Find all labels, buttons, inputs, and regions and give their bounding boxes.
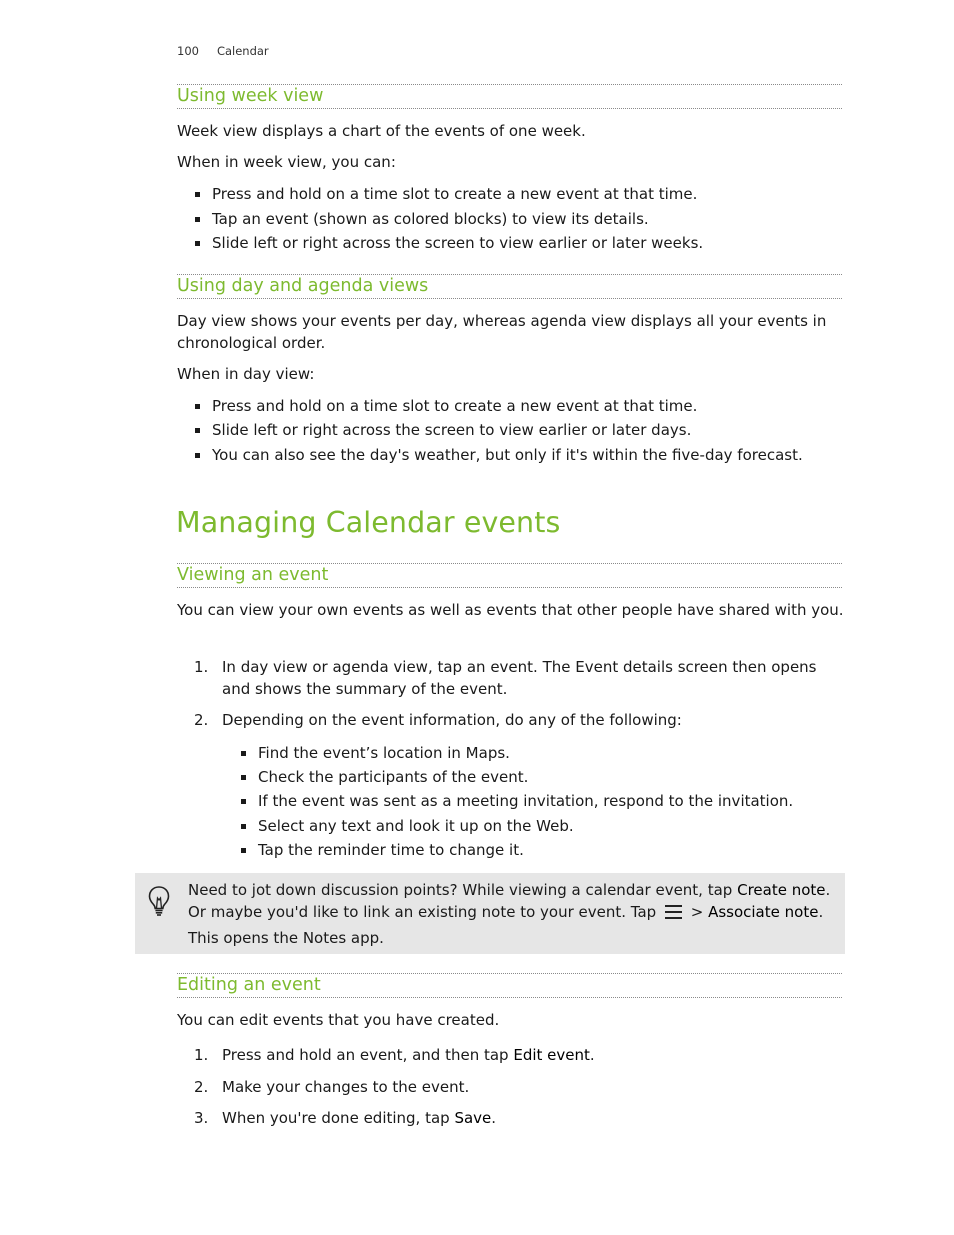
page-number: 100 bbox=[177, 44, 199, 58]
save-label: Save bbox=[454, 1109, 492, 1127]
numbered-step: 2. Make your changes to the event. bbox=[194, 1078, 470, 1096]
editing-intro: You can edit events that you have created. bbox=[177, 1011, 500, 1029]
week-view-intro: Week view displays a chart of the events of one week. bbox=[177, 122, 586, 140]
page-header bbox=[177, 44, 269, 58]
create-note-label: Create note bbox=[737, 881, 826, 899]
day-view-intro: Day view shows your events per day, whereas agenda view displays all your events in chronological order. bbox=[177, 312, 827, 352]
list-item: Press and hold on a time slot to create a new event at that time. bbox=[212, 183, 842, 205]
tip-box bbox=[135, 873, 845, 954]
list-item: If the event was sent as a meeting invitation, respond to the invitation. bbox=[258, 790, 848, 812]
chapter-section-title: Managing Calendar events bbox=[176, 506, 561, 539]
list-item: Tap the reminder time to change it. bbox=[258, 839, 848, 861]
associate-note-label: Associate note bbox=[708, 903, 819, 921]
list-item: Slide left or right across the screen to view earlier or later weeks. bbox=[212, 232, 842, 254]
tip-text: Need to jot down discussion points? While viewing a calendar event, tap Create note. Or maybe you'd like to link an existing note to your event. Tap > Associate note. This opens the Notes app. bbox=[188, 881, 831, 947]
section-heading-editing-event: Editing an event bbox=[177, 973, 842, 998]
lightbulb-icon bbox=[147, 885, 171, 921]
list-item: Press and hold on a time slot to create a new event at that time. bbox=[212, 395, 842, 417]
numbered-step: 1. In day view or agenda view, tap an event. The Event details screen then opens and shows the summary of the event. bbox=[194, 658, 817, 698]
list-item: Slide left or right across the screen to view earlier or later days. bbox=[212, 419, 842, 441]
list-item: Find the event’s location in Maps. bbox=[258, 742, 848, 764]
chapter-name: Calendar bbox=[216, 44, 269, 58]
viewing-intro: You can view your own events as well as events that other people have shared with you. bbox=[177, 601, 844, 619]
section-heading-viewing-event: Viewing an event bbox=[177, 563, 842, 588]
numbered-step: 1. Press and hold an event, and then tap Edit event. bbox=[194, 1046, 595, 1064]
numbered-step: 3. When you're done editing, tap Save. bbox=[194, 1109, 497, 1127]
list-item: Tap an event (shown as colored blocks) to view its details. bbox=[212, 208, 842, 230]
menu-icon bbox=[665, 903, 682, 927]
list-item: Check the participants of the event. bbox=[258, 766, 848, 788]
section-heading-day-view: Using day and agenda views bbox=[177, 274, 842, 299]
section-heading-week-view: Using week view bbox=[177, 84, 842, 109]
week-view-lead: When in week view, you can: bbox=[177, 153, 396, 171]
numbered-step: 2. Depending on the event information, do any of the following: bbox=[194, 711, 682, 729]
list-item: Select any text and look it up on the Web. bbox=[258, 815, 848, 837]
edit-event-label: Edit event bbox=[513, 1046, 590, 1064]
list-item: You can also see the day's weather, but only if it's within the five-day forecast. bbox=[212, 444, 842, 466]
day-view-lead: When in day view: bbox=[177, 365, 315, 383]
